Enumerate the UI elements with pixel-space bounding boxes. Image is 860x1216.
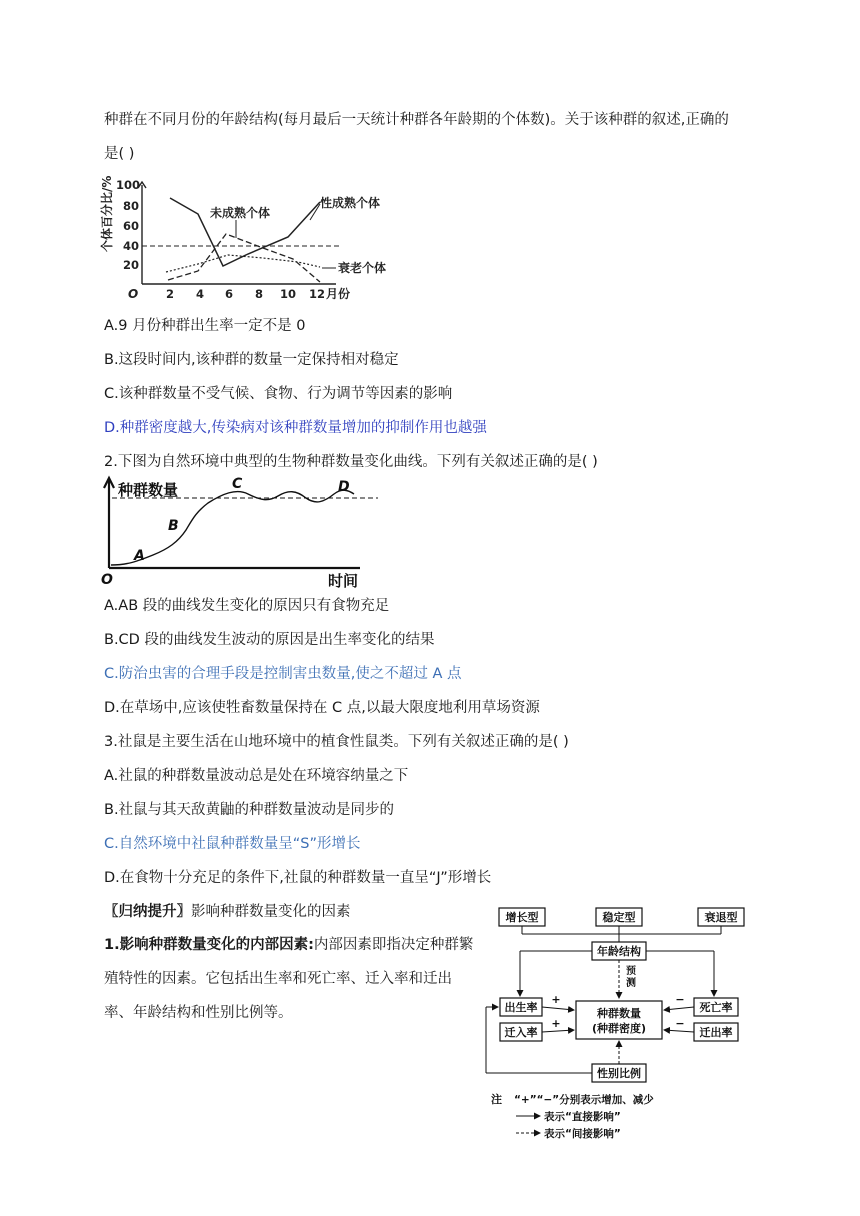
summary-heading — [104, 902, 351, 922]
chart1-ylabel: 个体百分比/% — [100, 176, 114, 252]
q1-stem-line1: 种群在不同月份的年龄结构(每月最后一天统计种群各年龄期的个体数)。关于该种群的叙述,正确的 — [104, 112, 729, 128]
label-sex-ratio: 性别比例 — [597, 1067, 641, 1080]
q1-option-b: B.这段时间内,该种群的数量一定保持相对稳定 — [104, 352, 399, 368]
series-immature-line — [168, 234, 320, 282]
minus-emigration: − — [675, 1017, 685, 1030]
age-structure-chart — [98, 176, 388, 306]
q3-option-c: C.自然环境中社鼠种群数量呈“S”形增长 — [104, 836, 361, 852]
chart1-xunit: 月份 — [326, 287, 351, 301]
q1-option-c: C.该种群数量不受气候、食物、行为调节等因素的影响 — [104, 386, 453, 402]
label-old: 衰老个体 — [338, 261, 387, 275]
chart1-yticks — [116, 178, 140, 272]
q2-stem: 2.下图为自然环境中典型的生物种群数量变化曲线。下列有关叙述正确的是( ) — [104, 454, 598, 470]
chart2-origin: O — [101, 572, 113, 588]
summary-heading-bracket: 〖归纳提升〗 — [104, 904, 191, 920]
point-d: D — [338, 479, 350, 495]
label-growing: 增长型 — [505, 911, 539, 924]
plus-immigration: + — [551, 1017, 561, 1030]
chart1-xticks — [166, 287, 325, 301]
q1-option-a: A.9 月份种群出生率一定不是 0 — [104, 318, 306, 334]
label-stable: 稳定型 — [602, 911, 636, 924]
label-birth-rate: 出生率 — [504, 1001, 538, 1014]
point-b: B — [168, 518, 179, 534]
q2-option-a: A.AB 段的曲线发生变化的原因只有食物充足 — [104, 598, 390, 614]
summary-paragraph-body: 内部因素即指决定种群繁殖特性的因素。它包括出生率和死亡率、迁入率和迁出率、年龄结构和性别比例等。 — [104, 937, 474, 1021]
chart2-xlabel: 时间 — [328, 572, 359, 590]
label-population-density: (种群密度) — [591, 1022, 647, 1035]
series-old-line — [166, 255, 320, 272]
q2-option-d: D.在草场中,应该使牲畜数量保持在 C 点,以最大限度地利用草场资源 — [104, 700, 540, 716]
label-immature: 未成熟个体 — [210, 206, 271, 220]
xtick-4: 4 — [195, 287, 205, 301]
summary-paragraph-lead: 1.影响种群数量变化的内部因素: — [104, 937, 314, 953]
label-emigration: 迁出率 — [699, 1026, 733, 1039]
chart1-origin: O — [128, 287, 139, 301]
label-death-rate: 死亡率 — [699, 1001, 733, 1014]
q3-option-d: D.在食物十分充足的条件下,社鼠的种群数量一直呈“J”形增长 — [104, 870, 492, 886]
ytick-100: 100 — [115, 178, 140, 192]
q3-option-a: A.社鼠的种群数量波动总是处在环境容纳量之下 — [104, 768, 409, 784]
q1-stem-line2: 是( ) — [104, 146, 135, 162]
note-indirect: 表示“间接影响” — [544, 1128, 621, 1140]
q3-stem: 3.社鼠是主要生活在山地环境中的植食性鼠类。下列有关叙述正确的是( ) — [104, 734, 569, 750]
chart2-ylabel: 种群数量 — [118, 481, 179, 499]
s-curve — [111, 490, 354, 565]
q1-option-d: D.种群密度越大,传染病对该种群数量增加的抑制作用也越强 — [104, 420, 487, 436]
label-mature: 性成熟个体 — [320, 196, 381, 210]
plus-birth: + — [551, 993, 561, 1006]
point-c: C — [232, 476, 243, 492]
population-growth-chart — [98, 472, 388, 590]
label-predict-2: 测 — [626, 978, 636, 989]
q3-option-b: B.社鼠与其天敌黄鼬的种群数量波动是同步的 — [104, 802, 395, 818]
label-predict-1: 预 — [626, 966, 636, 977]
label-population: 种群数量 — [597, 1007, 641, 1020]
ytick-60: 60 — [122, 219, 139, 233]
xtick-12: 12 — [308, 287, 326, 301]
xtick-10: 10 — [279, 287, 297, 301]
ytick-40: 40 — [122, 239, 139, 253]
minus-death: − — [675, 993, 685, 1006]
q2-option-c: C.防治虫害的合理手段是控制害虫数量,使之不超过 A 点 — [104, 666, 462, 682]
note-plus-minus: “+”“−”分别表示增加、减少 — [514, 1094, 654, 1106]
q2-option-b: B.CD 段的曲线发生波动的原因是出生率变化的结果 — [104, 632, 435, 648]
label-age-structure: 年龄结构 — [597, 945, 641, 958]
ytick-20: 20 — [122, 258, 139, 272]
summary-paragraph — [104, 928, 476, 1030]
note-direct: 表示“直接影响” — [544, 1111, 621, 1123]
xtick-6: 6 — [224, 287, 234, 301]
population-factors-diagram — [480, 900, 760, 1148]
label-declining: 衰退型 — [704, 911, 738, 924]
xtick-2: 2 — [165, 287, 175, 301]
label-immigration: 迁入率 — [504, 1026, 538, 1039]
summary-heading-text: 影响种群数量变化的因素 — [191, 904, 351, 920]
xtick-8: 8 — [254, 287, 264, 301]
ytick-80: 80 — [122, 199, 139, 213]
note-label: 注 — [491, 1093, 502, 1106]
chart1-axes — [138, 182, 336, 284]
point-a: A — [134, 548, 145, 564]
